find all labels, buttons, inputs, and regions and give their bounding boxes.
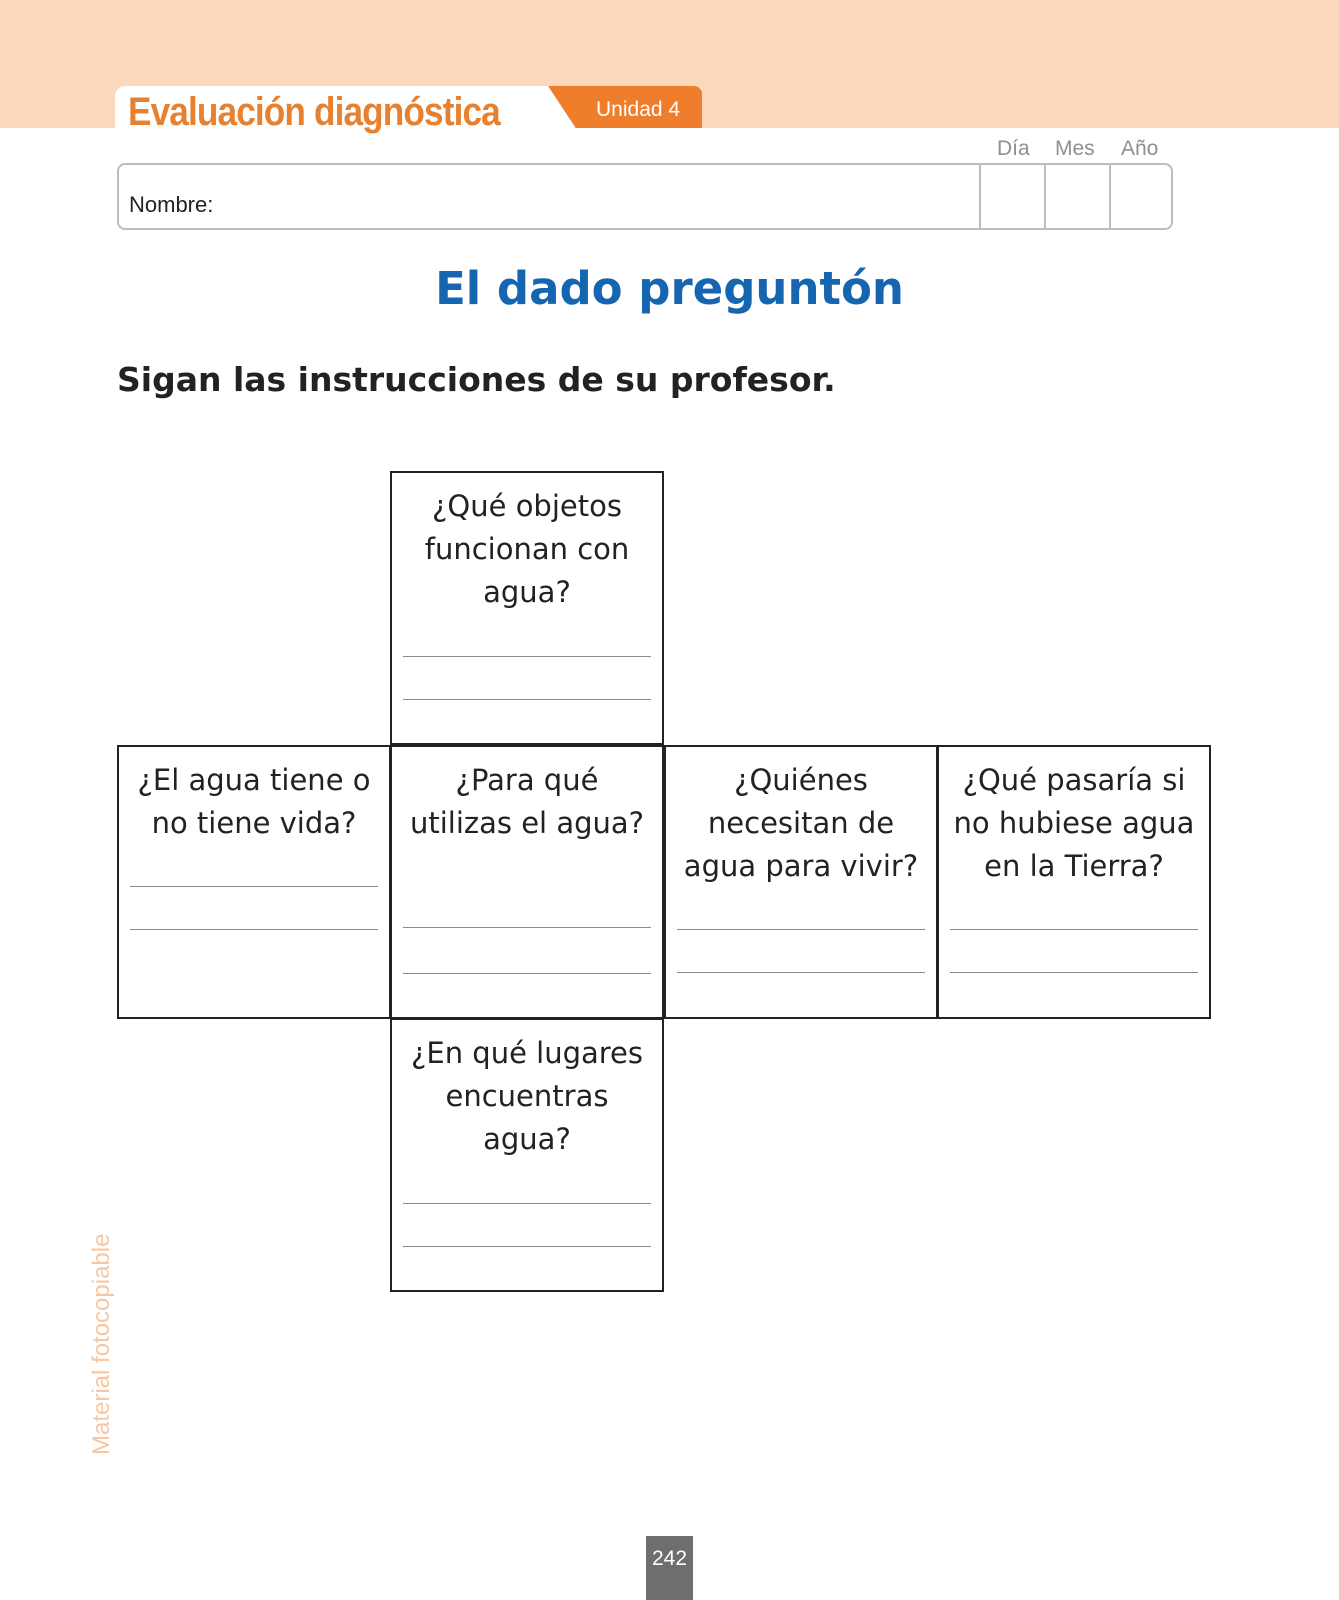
face-question: ¿En qué lugares encuentras agua? (410, 1036, 643, 1156)
face-question: ¿Quiénes necesitan de agua para vivir? (683, 763, 919, 883)
answer-line[interactable] (950, 972, 1198, 973)
page-number: 242 (651, 1547, 688, 1570)
side-note: Material fotocopiable (88, 1233, 115, 1455)
page-title: El dado preguntón (435, 262, 904, 315)
face-question: ¿Para qué utilizas el agua? (409, 763, 645, 840)
die-face-left (117, 745, 391, 1019)
die-face-center (390, 745, 664, 1019)
name-label: Nombre: (129, 192, 214, 217)
die-face-top (390, 471, 664, 745)
answer-line[interactable] (403, 927, 651, 928)
unit-label: Unidad 4 (596, 98, 681, 121)
answer-line[interactable] (677, 972, 925, 973)
month-field[interactable] (1046, 165, 1109, 228)
answer-line[interactable] (403, 699, 651, 700)
face-question: ¿El agua tiene o no tiene vida? (137, 763, 371, 840)
month-label: Mes (1055, 137, 1095, 160)
year-field[interactable] (1111, 165, 1171, 228)
answer-line[interactable] (950, 929, 1198, 930)
die-face-far-right (937, 745, 1211, 1019)
instructions-text: Sigan las instrucciones de su profesor. (117, 360, 836, 399)
answer-line[interactable] (403, 973, 651, 974)
day-field[interactable] (981, 165, 1044, 228)
day-label: Día (997, 137, 1030, 160)
die-face-bottom (390, 1018, 664, 1292)
die-face-right (664, 745, 938, 1019)
answer-line[interactable] (403, 1246, 651, 1247)
answer-line[interactable] (403, 1203, 651, 1204)
answer-line[interactable] (403, 656, 651, 657)
answer-line[interactable] (130, 929, 378, 930)
answer-line[interactable] (130, 886, 378, 887)
face-question: ¿Qué objetos funcionan con agua? (424, 489, 630, 609)
section-title: Evaluación diagnóstica (128, 90, 500, 134)
answer-line[interactable] (677, 929, 925, 930)
year-label: Año (1121, 137, 1159, 160)
face-question: ¿Qué pasaría si no hubiese agua en la Tierra? (953, 763, 1195, 883)
